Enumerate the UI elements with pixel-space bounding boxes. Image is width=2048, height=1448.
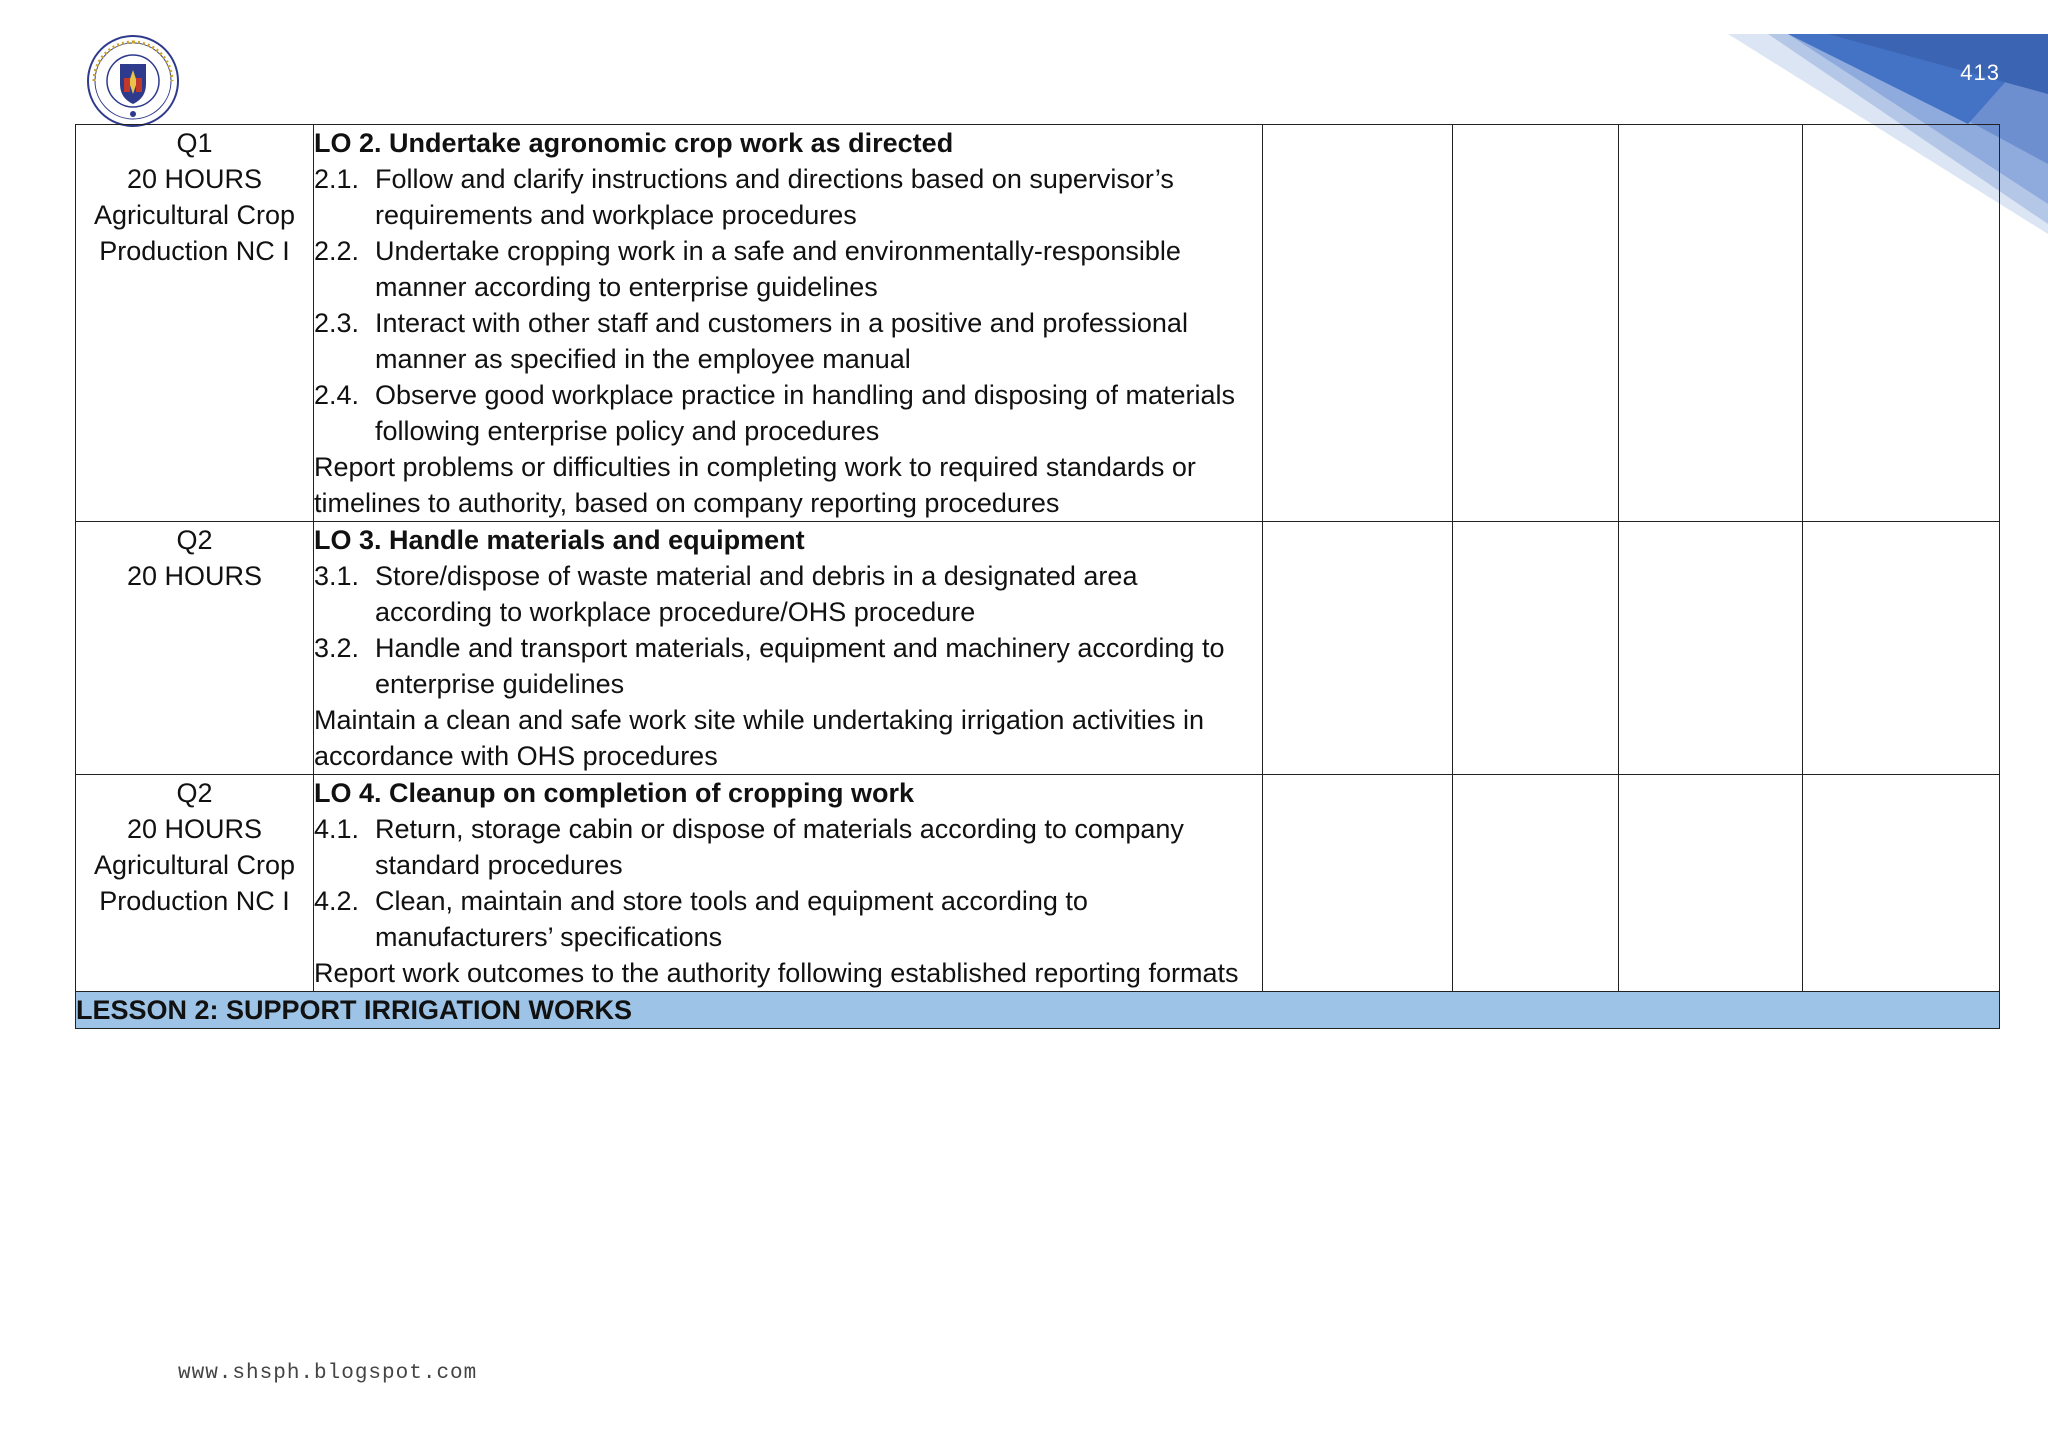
lo-item-list xyxy=(314,161,1262,449)
quarter-hours-cell xyxy=(76,775,314,992)
table-row xyxy=(76,775,2000,992)
empty-cell xyxy=(1619,522,1803,775)
empty-cell xyxy=(1803,522,2000,775)
page-number: 413 xyxy=(1960,60,2000,85)
qualification-label: Production NC I xyxy=(99,236,290,266)
quarter-hours-cell xyxy=(76,125,314,522)
item-text: Store/dispose of waste material and debris in a designated area according to workplace procedure/OHS procedure xyxy=(375,561,1138,627)
item-text: Interact with other staff and customers in a positive and professional manner as specified in the employee manual xyxy=(375,308,1188,374)
empty-cell xyxy=(1263,775,1453,992)
deped-seal-logo xyxy=(86,34,180,128)
table-row xyxy=(76,522,2000,775)
item-text: Follow and clarify instructions and directions based on supervisor’s requirements and workplace procedures xyxy=(375,164,1174,230)
item-number: 3.1. xyxy=(314,561,360,591)
item-number: 3.2. xyxy=(314,633,360,663)
list-item xyxy=(314,883,1262,955)
table-row xyxy=(76,125,2000,522)
item-text: Clean, maintain and store tools and equipment according to manufacturers’ specifications xyxy=(375,886,1088,952)
hours-label: 20 HOURS xyxy=(126,561,263,591)
hours-label: 20 HOURS xyxy=(126,164,263,194)
item-text: Observe good workplace practice in handling and disposing of materials following enterprise policy and procedures xyxy=(375,380,1235,446)
item-number: 2.3. xyxy=(314,308,360,338)
learning-outcome-cell xyxy=(314,775,1263,992)
hours-label: 20 HOURS xyxy=(126,814,263,844)
curriculum-table xyxy=(75,124,2000,1029)
learning-outcome-cell xyxy=(314,125,1263,522)
item-number: 2.2. xyxy=(314,236,360,266)
item-text: Return, storage cabin or dispose of materials according to company standard procedures xyxy=(375,814,1184,880)
empty-cell xyxy=(1619,125,1803,522)
item-text: Handle and transport materials, equipment and machinery according to enterprise guidelines xyxy=(375,633,1225,699)
item-number: 4.1. xyxy=(314,814,360,844)
empty-cell xyxy=(1453,522,1619,775)
item-number: 2.4. xyxy=(314,380,360,410)
list-item xyxy=(314,305,1262,377)
list-item xyxy=(314,811,1262,883)
quarter-hours-cell xyxy=(76,522,314,775)
lo-trailing-text: Maintain a clean and safe work site while undertaking irrigation activities in accordance with OHS procedures xyxy=(314,705,1204,771)
quarter-label: Q2 xyxy=(176,778,213,808)
lo-trailing-text: Report work outcomes to the authority following established reporting formats xyxy=(314,958,1239,988)
empty-cell xyxy=(1263,125,1453,522)
list-item xyxy=(314,630,1262,702)
lo-title: LO 4. Cleanup on completion of cropping work xyxy=(314,778,915,808)
list-item xyxy=(314,233,1262,305)
qualification-label: Agricultural Crop xyxy=(93,850,296,880)
empty-cell xyxy=(1803,775,2000,992)
qualification-label: Agricultural Crop xyxy=(93,200,296,230)
lo-item-list xyxy=(314,811,1262,955)
empty-cell xyxy=(1263,522,1453,775)
qualification-label: Production NC I xyxy=(99,886,290,916)
item-number: 2.1. xyxy=(314,164,360,194)
lesson-heading: LESSON 2: SUPPORT IRRIGATION WORKS xyxy=(76,992,2000,1029)
empty-cell xyxy=(1453,775,1619,992)
list-item xyxy=(314,558,1262,630)
list-item xyxy=(314,161,1262,233)
lesson-heading-row xyxy=(76,992,2000,1029)
item-text: Undertake cropping work in a safe and environmentally-responsible manner according to enterprise guidelines xyxy=(375,236,1181,302)
footer-url: www.shsph.blogspot.com xyxy=(178,1362,478,1385)
quarter-label: Q2 xyxy=(176,525,213,555)
learning-outcome-cell xyxy=(314,522,1263,775)
lo-trailing-text: Report problems or difficulties in completing work to required standards or timelines to authority, based on company reporting procedures xyxy=(314,452,1196,518)
lo-title: LO 3. Handle materials and equipment xyxy=(314,525,805,555)
empty-cell xyxy=(1803,125,2000,522)
list-item xyxy=(314,377,1262,449)
lo-title: LO 2. Undertake agronomic crop work as directed xyxy=(314,128,954,158)
empty-cell xyxy=(1453,125,1619,522)
quarter-label: Q1 xyxy=(176,128,213,158)
lo-item-list xyxy=(314,558,1262,702)
item-number: 4.2. xyxy=(314,886,360,916)
empty-cell xyxy=(1619,775,1803,992)
